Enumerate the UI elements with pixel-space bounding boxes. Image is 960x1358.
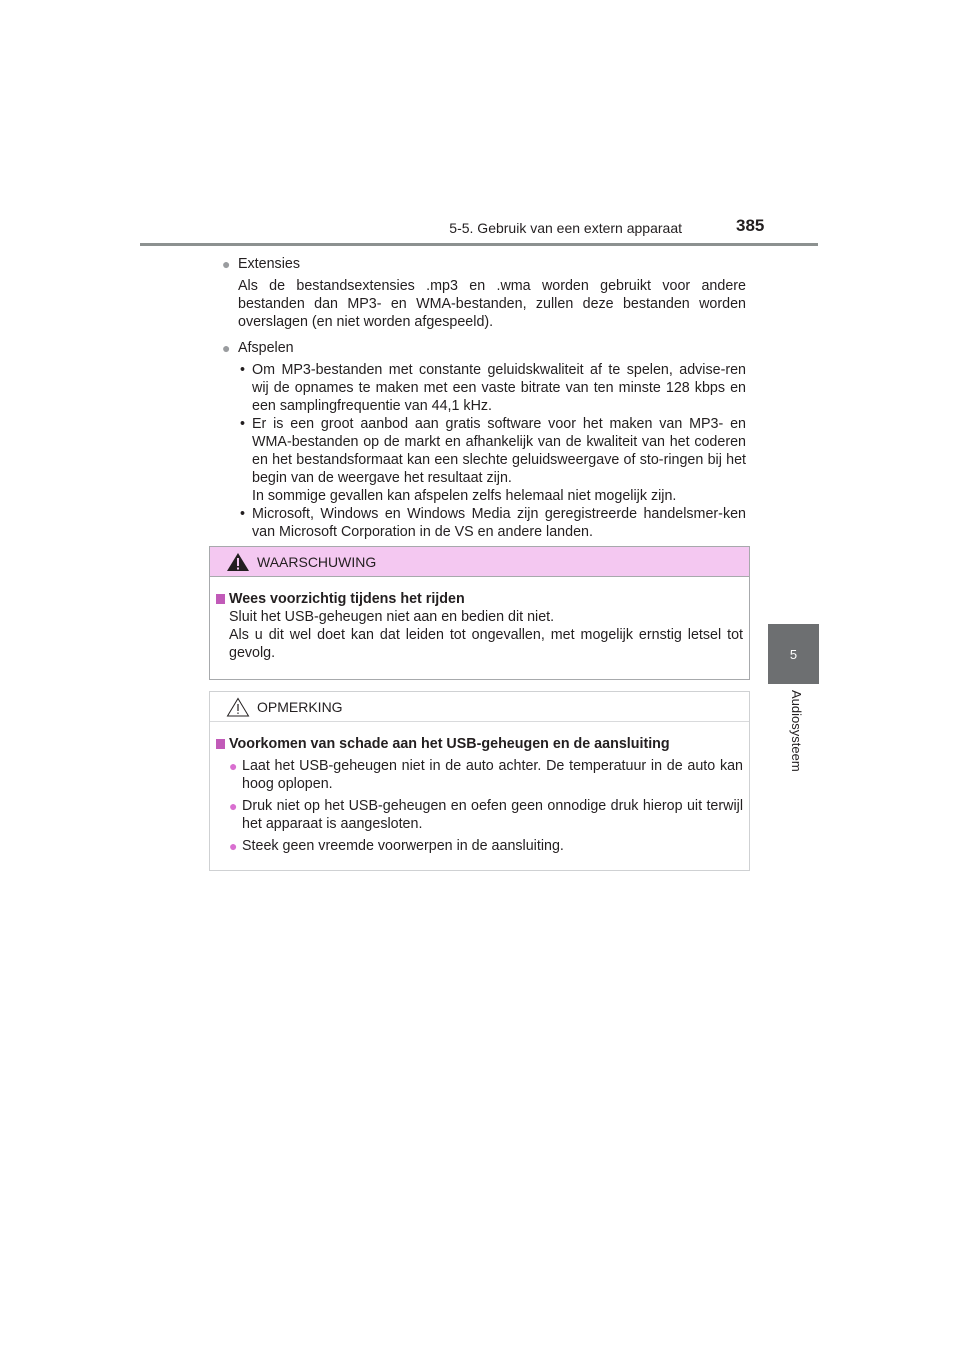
warning-triangle-icon [226,552,250,572]
chapter-label: Audiosysteem [789,690,804,772]
notice-label: OPMERKING [257,699,343,715]
list-item-note: In sommige gevallen kan afspelen zelfs helemaal niet mogelijk zijn. [252,488,677,504]
paragraph-extensies: Als de bestandsextensies .mp3 en .wma worden gebruikt voor andere bestanden dan MP3- en WMA-bestanden, zullen deze bestanden worden overslagen (en niet worden afgespeeld). [238,278,746,330]
main-content [222,255,746,541]
circle-bullet-icon: ● [222,256,231,272]
square-marker-icon [216,594,225,604]
section-title: 5-5. Gebruik van een extern apparaat [449,220,682,236]
bullet-heading-extensies: ● Extensies [222,256,300,272]
list-item: ● Laat het USB-geheugen niet in de auto achter. De temperatuur in de auto kan hoog oplopen. [229,758,743,792]
notice-box [209,691,750,871]
warning-label: WAARSCHUWING [257,554,377,570]
bullet-heading-afspelen: ● Afspelen [222,340,294,356]
warning-text-2: Als u dit wel doet kan dat leiden tot ongevallen, met mogelijk ernstig letsel tot gevolg. [229,627,743,661]
square-marker-icon [216,739,225,749]
notice-heading: Voorkomen van schade aan het USB-geheugen en de aansluiting [216,735,743,753]
notice-header [210,692,749,722]
list-item: • Om MP3-bestanden met constante geluidskwaliteit af te spelen, advise-ren wij de opnames te maken met een vaste bitrate van ten minste 128 kbps en een samplingfrequentie van 44,1 kHz. [240,362,746,414]
list-item: ● Druk niet op het USB-geheugen en oefen geen onnodige druk hierop uit terwijl het apparaat is aangesloten. [229,798,743,832]
warning-heading: Wees voorzichtig tijdens het rijden [216,590,743,608]
warning-text-1: Sluit het USB-geheugen niet aan en bedien dit niet. [229,609,555,625]
chapter-number: 5 [789,646,798,662]
circle-bullet-icon: ● [222,340,231,356]
circle-bullet-icon: ● [229,798,238,814]
list-item: • Microsoft, Windows en Windows Media zijn geregistreerde handelsmer-ken van Microsoft Corporation in de VS en andere landen. [240,506,746,540]
list-item: • Er is een groot aanbod aan gratis software voor het maken van MP3- en WMA-bestanden op de markt en afhankelijk van de kwaliteit van het coderen en het bestandsformaat kan een slechte geluidsweergave of sto-ringen bij het begin van de weergave het resultaat zijn. [240,416,746,486]
dot-bullet-icon: • [240,416,246,432]
circle-bullet-icon: ● [229,838,238,854]
chapter-tab [768,624,819,684]
page-number: 385 [736,216,765,235]
dot-bullet-icon: • [240,362,246,378]
notice-body [210,722,749,855]
warning-box [209,546,750,680]
header-rule [140,243,818,246]
circle-bullet-icon: ● [229,758,238,774]
dot-bullet-icon: • [240,506,246,522]
list-item: ● Steek geen vreemde voorwerpen in de aansluiting. [229,838,564,854]
warning-header [210,547,749,577]
warning-body [210,577,749,662]
notice-triangle-icon [226,697,250,717]
